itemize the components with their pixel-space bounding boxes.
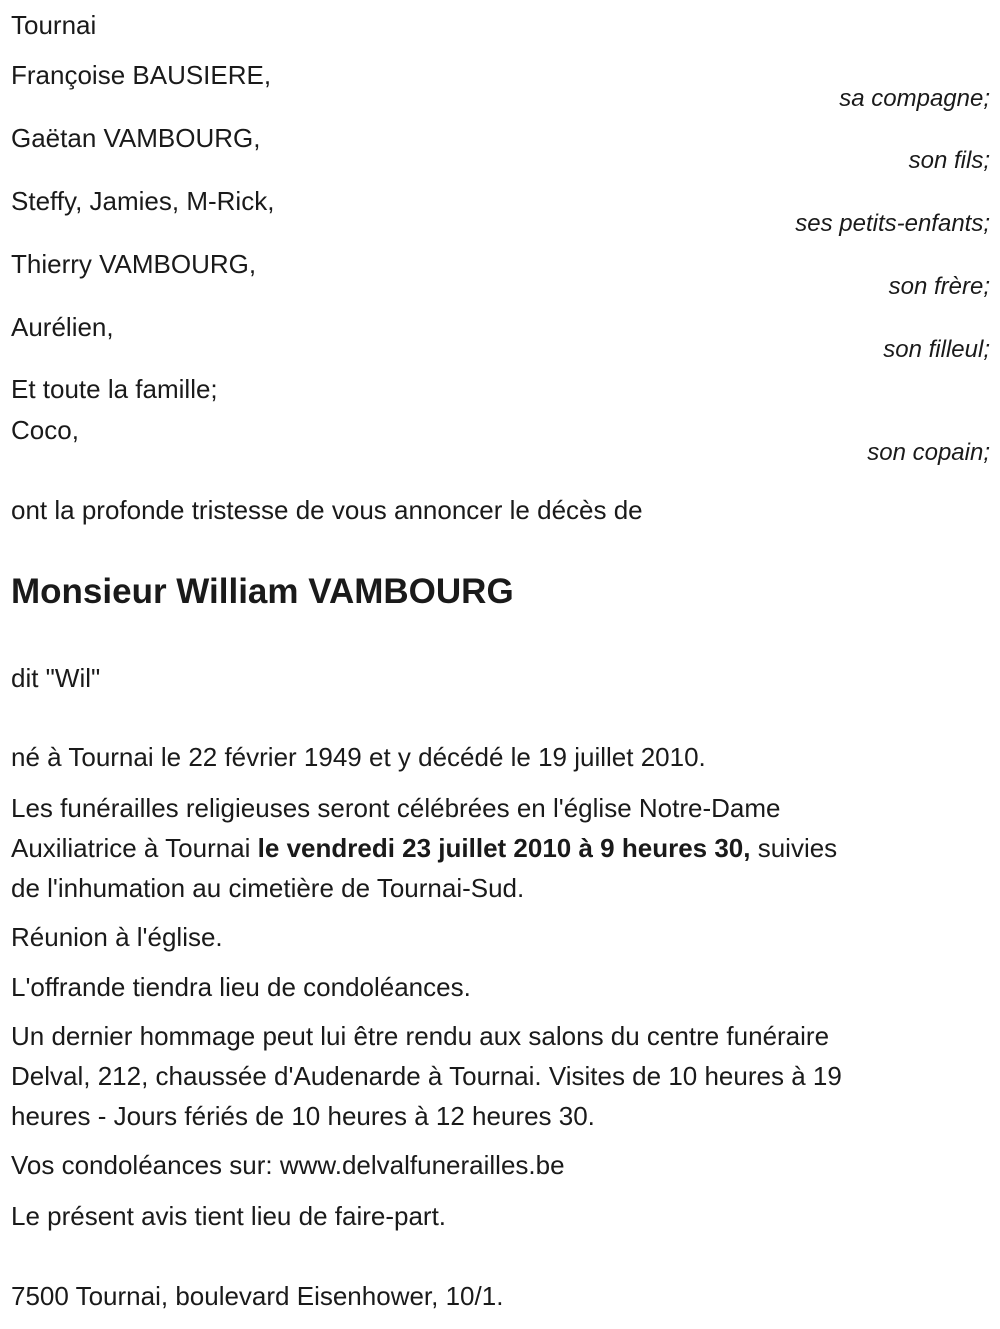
address: 7500 Tournai, boulevard Eisenhower, 10/1. bbox=[11, 1281, 504, 1311]
family-relation: son filleul; bbox=[883, 336, 990, 363]
funeral-line: Les funérailles religieuses seront célébrées en l'église Notre-Dame bbox=[11, 793, 781, 823]
family-name: Thierry VAMBOURG, bbox=[11, 249, 257, 279]
condolences bbox=[11, 1149, 565, 1181]
family-name: Et toute la famille; bbox=[11, 374, 218, 404]
tribute-line: Un dernier hommage peut lui être rendu aux salons du centre funéraire bbox=[11, 1021, 830, 1051]
family-relation: son fils; bbox=[908, 147, 990, 174]
family-relation: son copain; bbox=[867, 439, 990, 466]
condolences-label: Vos condoléances sur: bbox=[11, 1150, 280, 1180]
funeral-line: de l'inhumation au cimetière de Tournai-Sud. bbox=[11, 873, 525, 903]
family-relation: son frère; bbox=[888, 273, 990, 300]
tribute-line: Delval, 212, chaussée d'Audenarde à Tournai. Visites de 10 heures à 19 bbox=[11, 1061, 842, 1091]
family-name: Coco, bbox=[11, 415, 79, 445]
offering: L'offrande tiendra lieu de condoléances. bbox=[11, 972, 471, 1002]
notice: Le présent avis tient lieu de faire-part. bbox=[11, 1201, 447, 1231]
tribute-line: heures - Jours fériés de 10 heures à 12 heures 30. bbox=[11, 1101, 595, 1131]
family-name: Françoise BAUSIERE, bbox=[11, 60, 272, 90]
birth-death: né à Tournai le 22 février 1949 et y décédé le 19 juillet 2010. bbox=[11, 742, 706, 772]
condolences-link[interactable]: www.delvalfunerailles.be bbox=[279, 1150, 565, 1180]
meeting: Réunion à l'église. bbox=[11, 922, 223, 952]
city: Tournai bbox=[11, 10, 97, 40]
funeral-date: le vendredi 23 juillet 2010 à 9 heures 30, bbox=[257, 833, 751, 863]
family-relation: ses petits-enfants; bbox=[795, 210, 990, 237]
family-relation: sa compagne; bbox=[839, 85, 990, 112]
funeral-text: suivies bbox=[750, 833, 838, 863]
funeral-text: Auxiliatrice à Tournai bbox=[11, 833, 258, 863]
nickname: dit "Wil" bbox=[11, 663, 101, 693]
family-name: Steffy, Jamies, M-Rick, bbox=[11, 186, 275, 216]
deceased-name: Monsieur William VAMBOURG bbox=[11, 572, 514, 611]
family-name: Gaëtan VAMBOURG, bbox=[11, 123, 261, 153]
family-name: Aurélien, bbox=[11, 312, 114, 342]
funeral-line bbox=[11, 832, 837, 864]
announcement: ont la profonde tristesse de vous annoncer le décès de bbox=[11, 495, 643, 525]
